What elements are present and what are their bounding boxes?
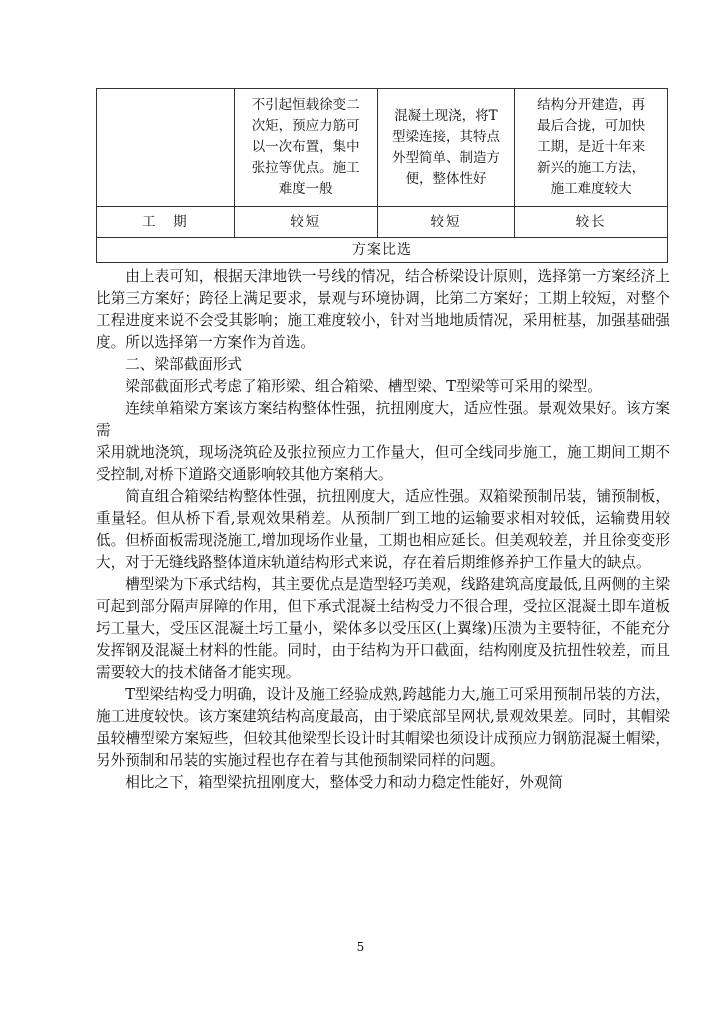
table-cell-period-option3: 较长 bbox=[515, 207, 668, 238]
paragraph-conclusion: 由上表可知，根据天津地铁一号线的情况，结合桥梁设计原则，选择第一方案经济上比第三方案好；跨径上满足要求，景观与环境协调，比第二方案好；工期上较短，对整个工程进度来说不会受其影响；施工难度较小，针对当地地质情况，采用桩基，加强基础强度。所以选择第一方案作为首选。 bbox=[96, 268, 670, 351]
paragraph-composite-box: 简直组合箱梁结构整体性强，抗扭刚度大，适应性强。双箱梁预制吊装，铺预制板，重量轻。但从桥下看,景观效果稍差。从预制厂到工地的运输要求相对较低，运输费用较低。但桥面板需现浇施工,增加现场作业量，工期也相应延长。但美观较差，并且徐变变形大，对于无缝线路整体道床轨道结构形式来说，存在着后期维修养护工作量大的缺点。 bbox=[96, 488, 670, 571]
cell-text: 混凝土现浇，将T 型梁连接，其特点 外型简单、制造方 便，整体性好 bbox=[391, 107, 500, 187]
table-row-period bbox=[97, 207, 668, 238]
table-cell-period-option1: 较短 bbox=[234, 207, 377, 238]
table-row-advantages bbox=[97, 89, 668, 207]
table-cell-period-option2: 较短 bbox=[377, 207, 515, 238]
table-cell-empty bbox=[97, 89, 235, 207]
body-text bbox=[96, 266, 670, 794]
paragraph-trough-girder: 槽型梁为下承式结构，其主要优点是造型轻巧美观，线路建筑高度最低,且两侧的主梁可起到部分隔声屏障的作用，但下承式混凝土结构受力不很合理，受拉区混凝土即车道板圬工量大，受压区混凝土圬工量小，梁体多以受压区(上翼缘)压溃为主要特征，不能充分发挥钢及混凝土材料的性能。同时，由于结构为开口截面，结构刚度及抗扭性较差，而且需要较大的技术储备才能实现。 bbox=[96, 576, 670, 681]
table-cell-period-label: 工 期 bbox=[97, 207, 235, 238]
cell-text: 不引起恒载徐变二 次矩，预应力筋可 以一次布置，集中 张拉等优点。施工 难度一般 bbox=[251, 97, 360, 197]
table-cell-option3-features bbox=[515, 89, 668, 207]
paragraph-box-girder-b: 采用就地浇筑，现场浇筑砼及张拉预应力工作量大，但可全线同步施工，施工期间工期不受控制,对桥下道路交通影响较其他方案稍大。 bbox=[96, 444, 670, 483]
paragraph-box-girder-a: 连续单箱梁方案该方案结构整体性强，抗扭刚度大，适应性强。景观效果好。该方案需 bbox=[96, 400, 670, 439]
paragraph-intro: 梁部截面形式考虑了箱形梁、组合箱梁、槽型梁、T型梁等可采用的梁型。 bbox=[125, 378, 602, 395]
table-cell-option1-features bbox=[234, 89, 377, 207]
paragraph-t-girder: T型梁结构受力明确，设计及施工经验成熟,跨越能力大,施工可采用预制吊装的方法，施工进度较快。该方案建筑结构高度最高，由于梁底部呈网状,景观效果差。同时，其帽梁虽较槽型梁方案短些，但较其他梁型长设计时其帽梁也须设计成预应力钢筋混凝土帽梁，另外预制和吊装的实施过程也存在着与其他预制梁同样的问题。 bbox=[96, 686, 670, 769]
table-cell-option2-features bbox=[377, 89, 515, 207]
cell-text: 结构分开建造，再 最后合拢，可加快 工期，是近十年来 新兴的施工方法， 施工难度较大 bbox=[537, 97, 646, 197]
table-footer-row bbox=[97, 238, 668, 263]
table-caption: 方案比选 bbox=[97, 238, 668, 263]
page-number: 5 bbox=[356, 940, 365, 954]
paragraph-comparison: 相比之下，箱型梁抗扭刚度大，整体受力和动力稳定性能好，外观简 bbox=[125, 774, 564, 791]
comparison-table bbox=[96, 88, 668, 263]
section-heading: 二、梁部截面形式 bbox=[125, 356, 242, 373]
